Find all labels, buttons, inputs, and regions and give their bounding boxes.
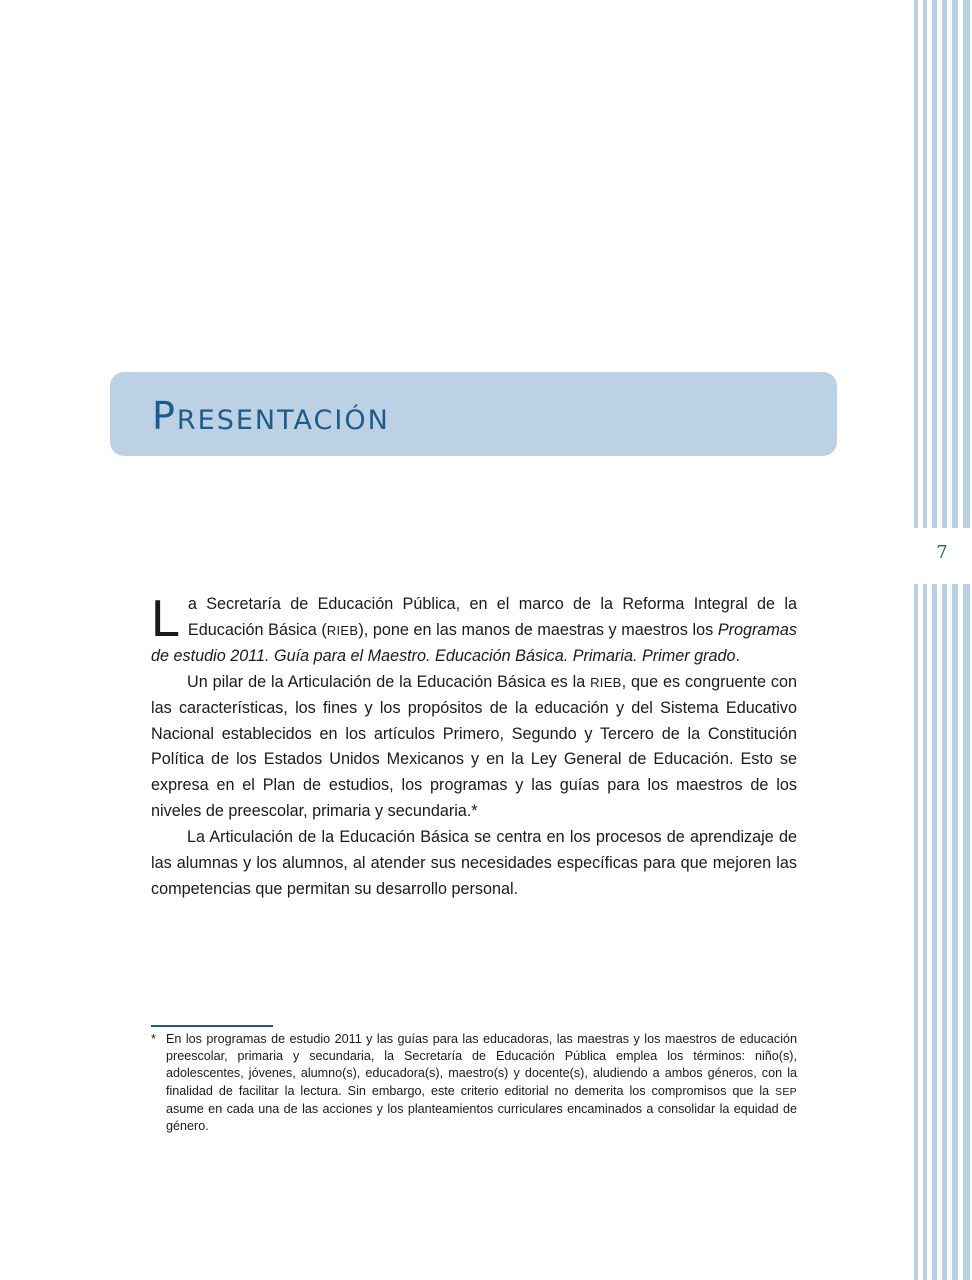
page-title: Presentación xyxy=(152,394,390,438)
footnote xyxy=(151,1031,797,1135)
stripe xyxy=(963,0,970,1280)
stripe xyxy=(942,0,947,1280)
stripe xyxy=(952,0,958,1280)
footnote-text xyxy=(166,1031,797,1135)
paragraph-text: a Secretaría de Educación Pública, en el marco de la Reforma Integral de la Educación Básica ( xyxy=(187,595,797,639)
paragraph-learning: La Articulación de la Educación Básica se centra en los procesos de aprendizaje de las alumnas y los alumnos, al atender sus necesidades específicas para que mejoren las competencias que permitan su desarrollo personal. xyxy=(151,828,797,898)
stripe xyxy=(923,0,927,1280)
stripe xyxy=(914,0,918,1280)
title-banner xyxy=(110,372,837,456)
footnote-text-part: asume en cada una de las acciones y los planteamientos curriculares encaminados a consolidar la equidad de género. xyxy=(166,1101,797,1134)
footnote-divider xyxy=(151,1025,273,1027)
drop-cap: L xyxy=(151,590,180,648)
footnote-text-part: En los programas de estudio 2011 y las guías para las educadoras, las maestras y los maestros de educación preescolar, primaria y secundaria, la Secretaría de Educación Pública emplea los términos: niño(s), adolescentes, jóvenes, alumno(s), educadora(s), maestro(s) y docente(s), aludiendo a ambos géneros, con la finalidad de facilitar la lectura. Sin embargo, este criterio editorial no demerita los compromisos que la xyxy=(166,1032,797,1098)
page-number: 7 xyxy=(936,542,948,563)
stripe xyxy=(932,0,937,1280)
paragraph-articulation xyxy=(151,670,797,825)
abbreviation: RIEB xyxy=(590,674,622,690)
paragraph-text: . xyxy=(735,646,741,665)
paragraph-intro xyxy=(151,592,797,670)
body-text xyxy=(151,592,797,903)
abbreviation: SEP xyxy=(775,1085,797,1098)
footnote-mark: * xyxy=(151,1032,156,1046)
paragraph-text: Un pilar de la Articulación de la Educación Básica es la xyxy=(187,672,591,691)
decorative-side-stripes xyxy=(910,0,972,1280)
publication-title: Programas de estudio 2011. Guía para el Maestro. Educación Básica. Primaria. Primer grado xyxy=(151,620,797,665)
paragraph-text: , que es congruente con las características, los fines y los propósitos de la educación y del Sistema Educativo Nacional establecidos en los artículos Primero, Segundo y Tercero de la Constitución Política de los Estados Unidos Mexicanos y en la Ley General de Educación. Esto se expresa en el Plan de estudios, los programas y las guías para los maestros de los niveles de preescolar, primaria y secundaria.* xyxy=(151,672,797,821)
abbreviation: RIEB xyxy=(326,622,359,638)
paragraph-text: ), pone en las manos de maestras y maestros los xyxy=(358,620,718,639)
